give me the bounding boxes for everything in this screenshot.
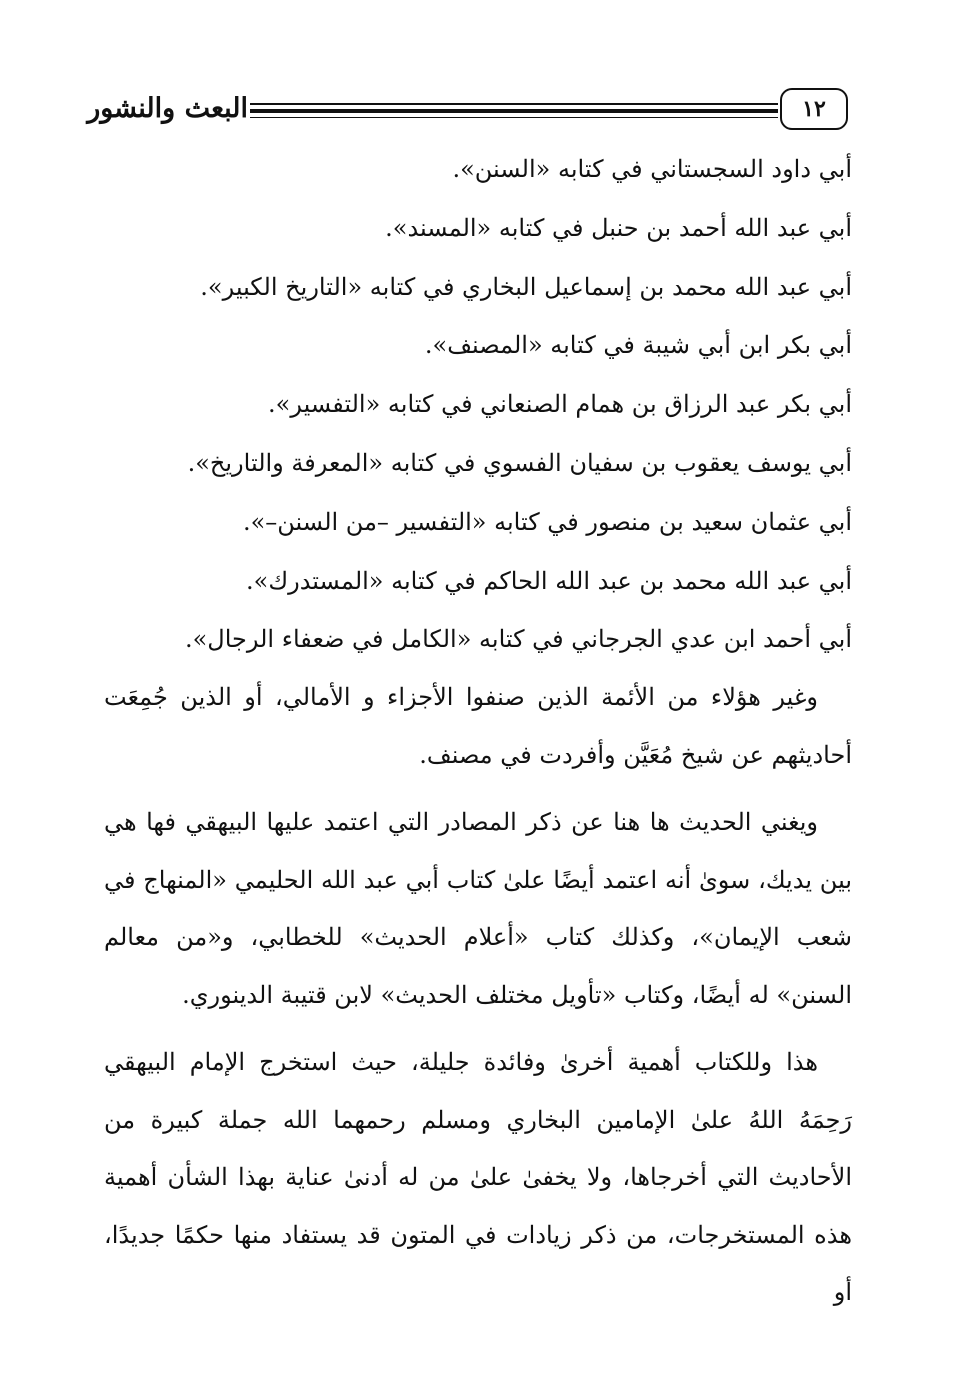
paragraph-other-authors: وغير هؤلاء من الأئمة الذين صنفوا الأجزاء و الأمالي، أو الذين جُمِعَت أحاديثهم عن شيخ مُعَيَّن وأفردت في مصنف. [104, 683, 852, 769]
source-line: أبي بكر ابن أبي شيبة في كتابه «المصنف». [424, 331, 852, 360]
source-line: أبي داود السجستاني في كتابه «السنن». [452, 155, 852, 183]
source-line: أبي عبد الله أحمد بن حنبل في كتابه «المسند». [385, 213, 852, 242]
header-rule-thick [250, 109, 778, 113]
paragraph-importance: هذا وللكتاب أهمية أخرىٰ وفائدة جليلة، حيث استخرج الإمام البيهقي رَحِمَهُ اللهُ علىٰ الإمامين البخاري ومسلم رحمهما الله جملة كبيرة من الأحاديث التي أخرجاها، ولا يخفىٰ علىٰ من له أدنىٰ عناية بهذا الشأن أهمية هذه المستخرجات، من ذكر زيادات في المتون قد يستفاد منها حكمًا جديدًا، أو [104, 1048, 852, 1307]
header-rule-thin [250, 103, 778, 105]
source-line: أبي عثمان سعيد بن منصور في كتابه «التفسير –من السنن–». [242, 507, 852, 536]
source-line: أبي أحمد ابن عدي الجرجاني في كتابه «الكامل في ضعفاء الرجال». [184, 625, 852, 654]
paragraph-gap [104, 1024, 852, 1034]
paragraph-gap [104, 784, 852, 794]
source-line: أبي عبد الله محمد بن إسماعيل البخاري في كتابه «التاريخ الكبير». [200, 272, 852, 301]
page-body [104, 140, 852, 1322]
source-line: أبي عبد الله محمد بن عبد الله الحاكم في كتابه «المستدرك». [246, 566, 852, 595]
source-line: أبي يوسف يعقوب بن سفيان الفسوي في كتابه «المعرفة والتاريخ». [187, 448, 852, 477]
page-header [87, 86, 852, 130]
source-line: أبي بكر عبد الرزاق بن همام الصنعاني في كتابه «التفسير». [268, 390, 852, 419]
paragraph-sources: ويغني الحديث ها هنا عن ذكر المصادر التي اعتمد عليها البيهقي فها هي بين يديك، سوىٰ أنه اعتمد أيضًا علىٰ كتاب أبي عبد الله الحليمي «المنهاج في شعب الإيمان»، وكذلك كتاب «أعلام الحديث» للخطابي، و«من معالم السنن» له أيضًا، وكتاب «تأويل مختلف الحديث» لابن قتيبة الدينوري. [104, 808, 852, 1009]
running-title: البعث والنشور [87, 92, 248, 124]
page-number: ١٢ [780, 88, 848, 130]
header-rule-hairline [250, 117, 778, 118]
